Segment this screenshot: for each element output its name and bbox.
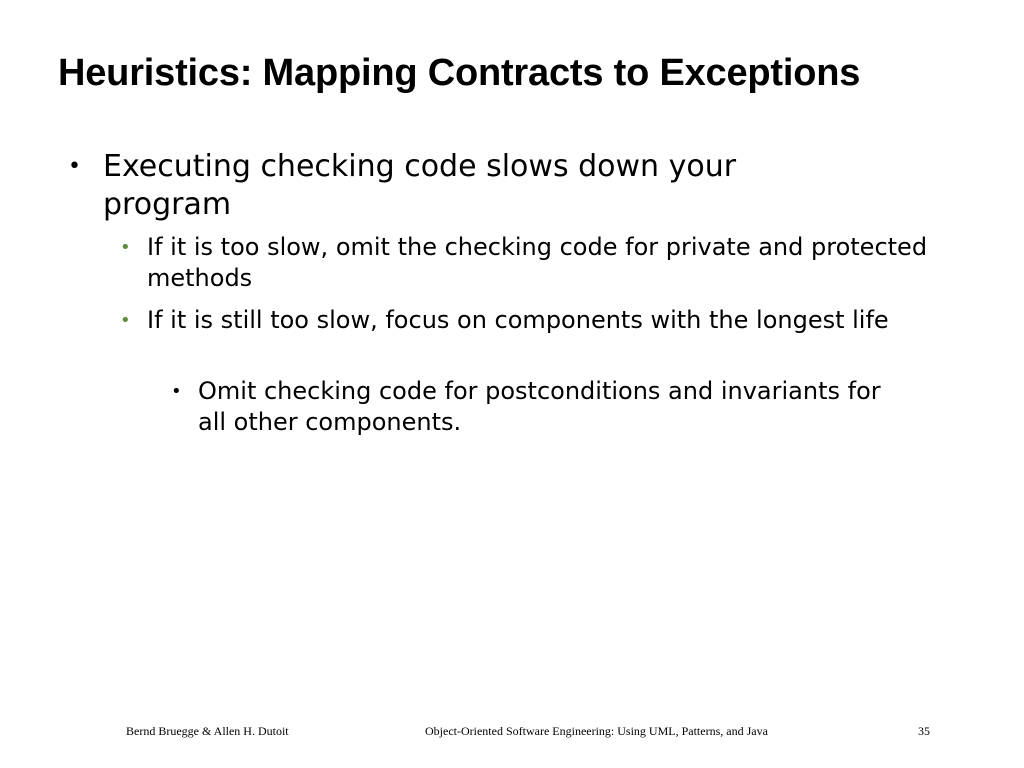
bullet-item-level1 [68,148,863,224]
bullet-text: Omit checking code for postconditions and invariants for all other components. [198,377,881,436]
bullet-icon: • [120,237,131,258]
slide-title: Heuristics: Mapping Contracts to Exceptions [58,52,861,94]
bullet-text: If it is still too slow, focus on components with the longest life [147,306,889,334]
footer-authors: Bernd Bruegge & Allen H. Dutoit [126,724,289,738]
bullet-icon: • [171,381,182,402]
bullet-icon: • [68,154,81,179]
bullet-item-level2 [120,305,947,336]
bullet-item-level3 [171,376,898,438]
bullet-item-level2 [120,232,947,294]
footer-book-title: Object-Oriented Software Engineering: Using UML, Patterns, and Java [425,724,768,738]
bullet-icon: • [120,310,131,331]
footer-page-number: 35 [918,724,930,738]
bullet-text: If it is too slow, omit the checking code for private and protected methods [147,233,928,292]
bullet-text: Executing checking code slows down your program [103,149,737,222]
